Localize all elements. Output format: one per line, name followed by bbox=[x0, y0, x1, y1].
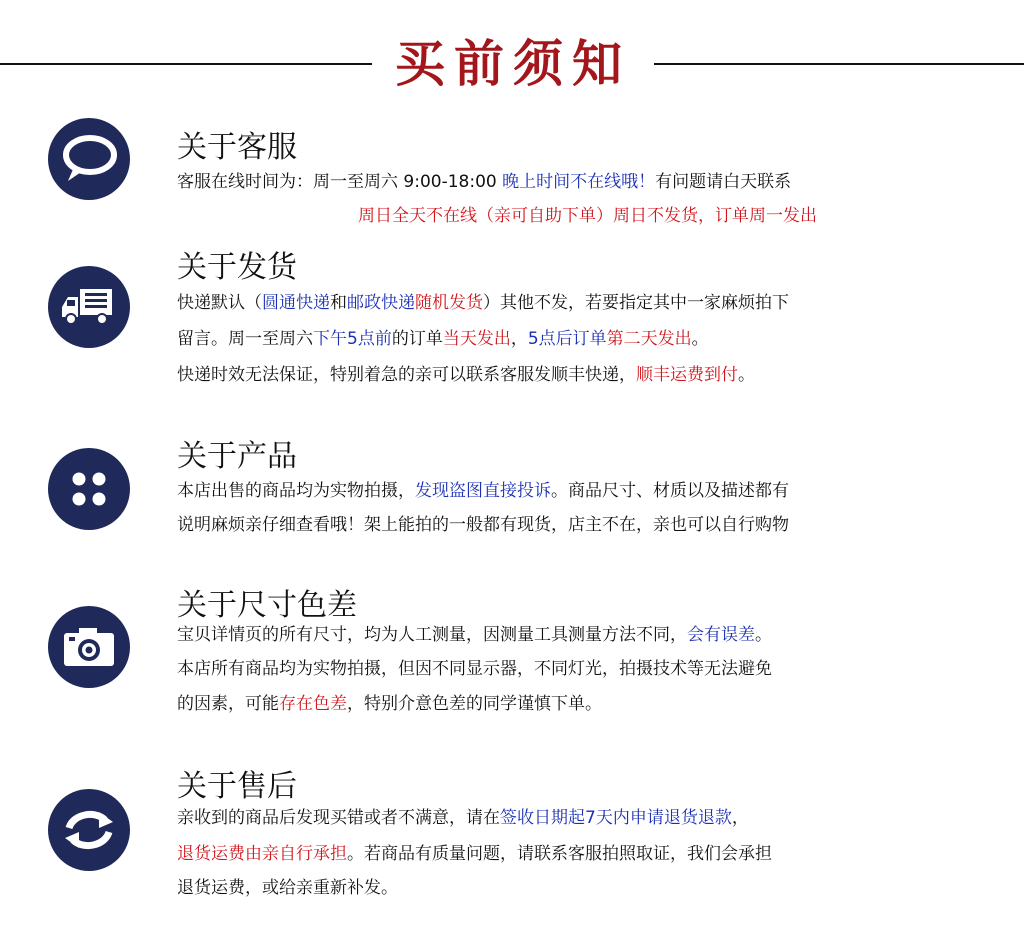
highlight-text-blue: 会有误差 bbox=[687, 625, 755, 645]
four-dots-icon bbox=[48, 448, 130, 530]
refresh-arrows-icon bbox=[48, 789, 130, 871]
text-segment: 。若商品有质量问题，请联系客服拍照取证，我们会承担 bbox=[347, 844, 772, 864]
text-segment: 。商品尺寸、材质以及描述都有 bbox=[551, 481, 789, 501]
text-segment: 本店所有商品均为实物拍摄，但因不同显示器，不同灯光，拍摄技术等无法避免 bbox=[177, 659, 772, 679]
text-segment: 。 bbox=[691, 329, 709, 349]
highlight-text-blue: 签收日期起7天内申请退货退款 bbox=[500, 808, 732, 828]
section-line bbox=[177, 479, 789, 503]
section-title: 关于产品 bbox=[177, 439, 297, 474]
text-segment: 退货运费，或给亲重新补发。 bbox=[177, 878, 398, 898]
section-line bbox=[177, 623, 772, 647]
delivery-truck-icon bbox=[48, 266, 130, 348]
highlight-text-red: 顺丰运费到付 bbox=[636, 365, 738, 385]
text-segment: 宝贝详情页的所有尺寸，均为人工测量，因测量工具测量方法不同， bbox=[177, 625, 687, 645]
chat-bubble-icon bbox=[48, 118, 130, 200]
highlight-text-blue: 发现盗图直接投诉 bbox=[415, 481, 551, 501]
section-line bbox=[177, 842, 772, 866]
header-divider-right bbox=[654, 63, 1024, 65]
text-segment: 有问题请白天联系 bbox=[655, 172, 792, 192]
highlight-text-blue: 5点后订单 bbox=[527, 329, 607, 349]
text-segment: 快递默认（ bbox=[177, 293, 262, 313]
header-divider-left bbox=[0, 63, 372, 65]
text-segment: 客服在线时间为：周一至周六 9:00-18:00 bbox=[177, 172, 503, 192]
page-header bbox=[0, 0, 1024, 110]
section-title: 关于客服 bbox=[177, 130, 297, 165]
camera-icon bbox=[48, 606, 130, 688]
section-line bbox=[177, 363, 755, 387]
section-line bbox=[358, 204, 817, 228]
text-segment: 的因素，可能 bbox=[177, 694, 279, 714]
highlight-text-blue: 邮政快递 bbox=[347, 293, 415, 313]
text-segment: 。 bbox=[755, 625, 772, 645]
text-segment: 。 bbox=[738, 365, 755, 385]
section-line bbox=[177, 692, 602, 716]
highlight-text-red: 退货运费由亲自行承担 bbox=[177, 844, 347, 864]
text-segment: 留言。周一至周六 bbox=[177, 329, 313, 349]
text-segment: 的订单 bbox=[391, 329, 443, 349]
section-line bbox=[177, 876, 398, 900]
highlight-text-red: 随机发货 bbox=[415, 293, 483, 313]
section-line bbox=[177, 806, 749, 830]
section-title: 关于尺寸色差 bbox=[177, 588, 357, 623]
text-segment: 本店出售的商品均为实物拍摄， bbox=[177, 481, 415, 501]
highlight-text-red: 第二天发出 bbox=[606, 329, 692, 349]
highlight-text-blue: 下午5点前 bbox=[313, 329, 392, 349]
highlight-text-red: 周日全天不在线（亲可自助下单）周日不发货，订单周一发出 bbox=[358, 206, 817, 226]
text-segment: 亲收到的商品后发现买错或者不满意，请在 bbox=[177, 808, 500, 828]
text-segment: 快递时效无法保证，特别着急的亲可以联系客服发顺丰快递， bbox=[177, 365, 636, 385]
section-line bbox=[177, 657, 772, 681]
text-segment: ， bbox=[510, 329, 528, 349]
section-line bbox=[177, 291, 789, 315]
text-segment: 说明麻烦亲仔细查看哦！架上能拍的一般都有现货，店主不在，亲也可以自行购物 bbox=[177, 515, 789, 535]
text-segment: ）其他不发，若要指定其中一家麻烦拍下 bbox=[483, 293, 789, 313]
highlight-text-blue: 圆通快递 bbox=[262, 293, 330, 313]
highlight-text-red: 当天发出 bbox=[442, 329, 511, 349]
section-title: 关于售后 bbox=[177, 769, 297, 804]
page-title: 买前须知 bbox=[395, 34, 631, 93]
section-title: 关于发货 bbox=[177, 250, 297, 285]
section-line bbox=[177, 170, 791, 194]
section-line bbox=[177, 513, 789, 537]
section-line bbox=[177, 327, 709, 351]
text-segment: ， bbox=[731, 808, 749, 828]
highlight-text-blue: 晚上时间不在线哦！ bbox=[502, 172, 656, 192]
text-segment: 和 bbox=[330, 293, 347, 313]
highlight-text-red: 存在色差 bbox=[279, 694, 347, 714]
text-segment: ，特别介意色差的同学谨慎下单。 bbox=[347, 694, 602, 714]
